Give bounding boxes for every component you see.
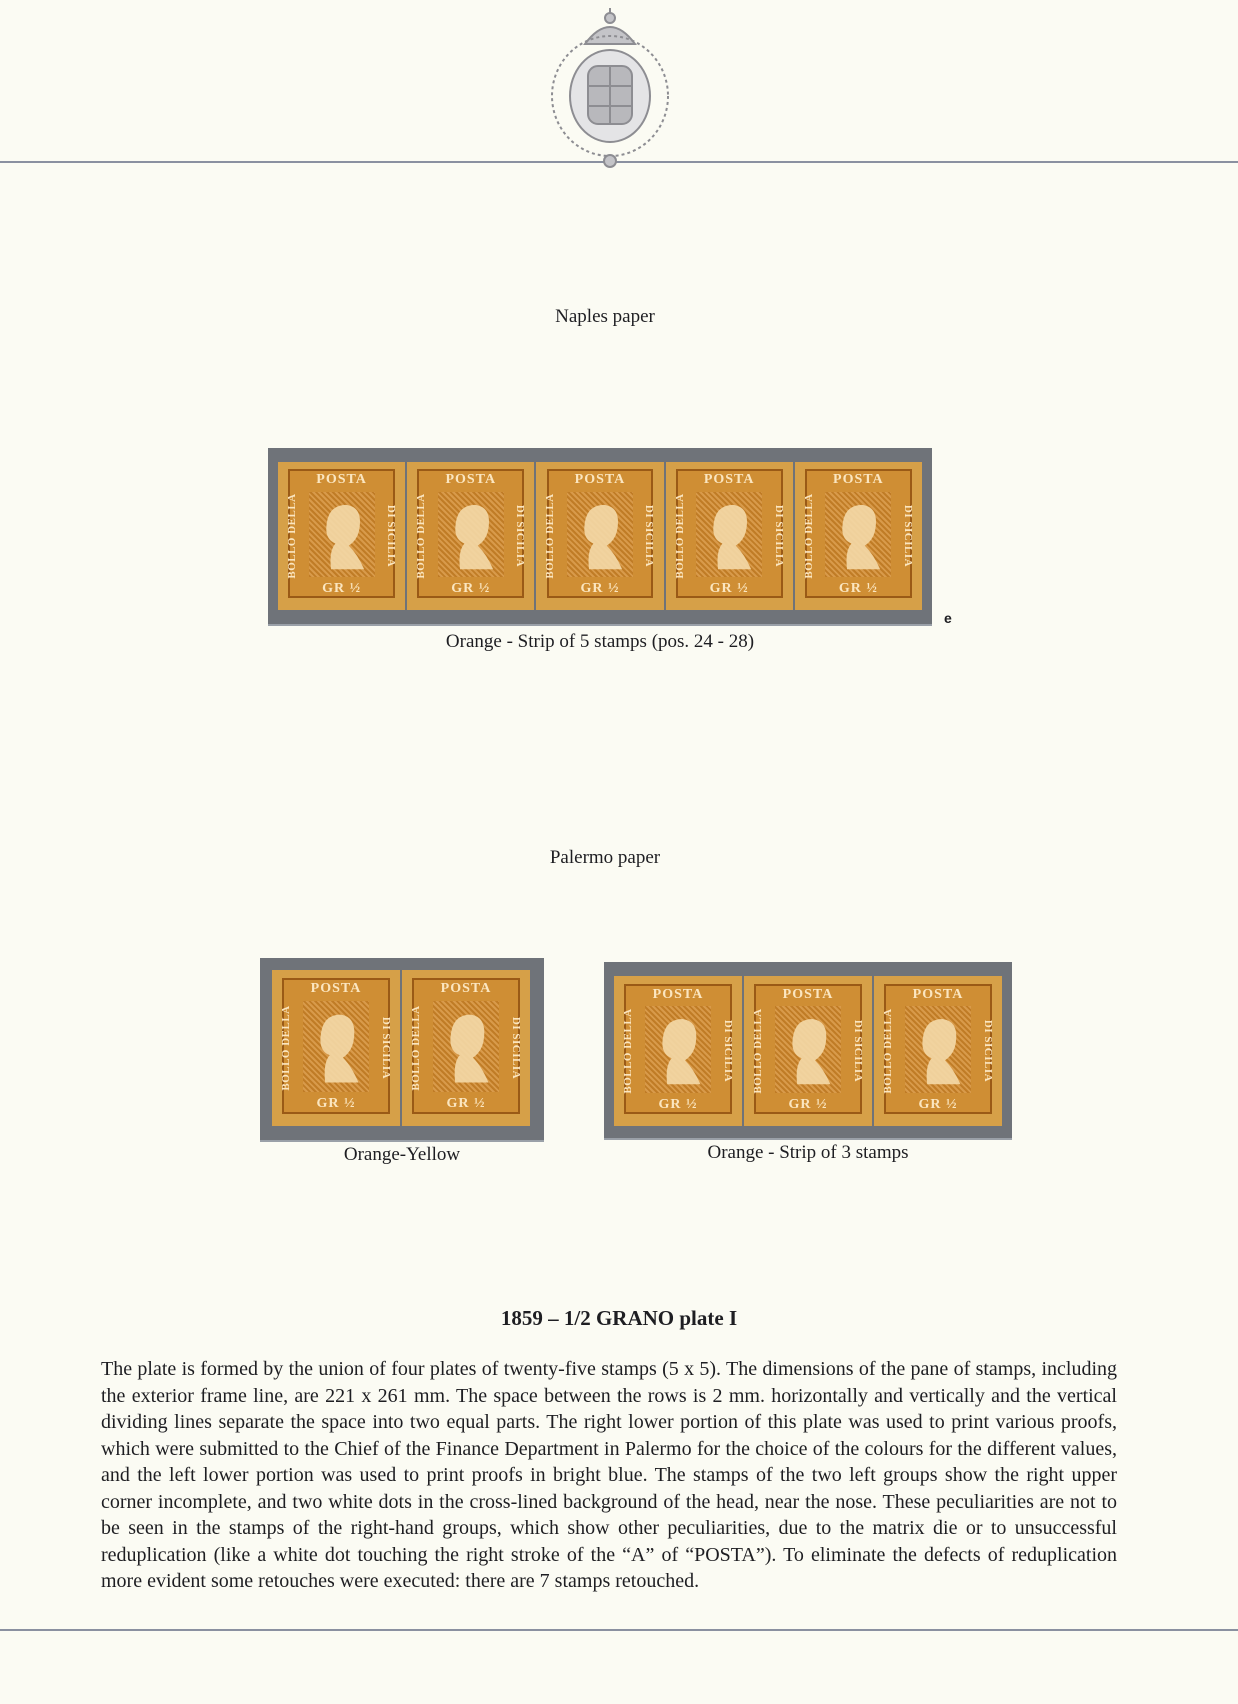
mount-orange-yellow-pair: [260, 958, 544, 1140]
stamp: [874, 976, 1002, 1126]
stamp-top-text: POSTA: [703, 472, 755, 488]
stamp-right-text: DI SICILIA: [981, 1019, 994, 1083]
stamp-strip-2: [272, 970, 530, 1126]
king-portrait-icon: [433, 1001, 500, 1092]
stamp-value-text: GR ½: [918, 1096, 958, 1112]
stamp-value-text: GR ½: [451, 580, 491, 596]
stamp-top-text: POSTA: [574, 472, 626, 488]
caption-orange-yellow: Orange-Yellow: [343, 1144, 461, 1165]
stamp-right-text: DI SICILIA: [385, 504, 398, 568]
stamp-left-text: BOLLO DELLA: [415, 493, 428, 579]
stamp-value-text: GR ½: [838, 580, 878, 596]
stamp-top-text: POSTA: [310, 980, 362, 996]
king-portrait-icon: [825, 492, 891, 578]
stamp-left-text: BOLLO DELLA: [544, 493, 557, 579]
mount-orange-strip-3: [604, 962, 1012, 1138]
stamp-left-text: BOLLO DELLA: [410, 1005, 423, 1091]
king-portrait-icon: [645, 1006, 712, 1093]
stamp: [744, 976, 872, 1126]
stamp-right-text: DI SICILIA: [851, 1019, 864, 1083]
stamp-value-text: GR ½: [788, 1096, 828, 1112]
king-portrait-icon: [303, 1001, 370, 1092]
stamp-left-text: BOLLO DELLA: [673, 493, 686, 579]
stamp-top-text: POSTA: [912, 986, 964, 1002]
king-portrait-icon: [438, 492, 504, 578]
page-title: 1859 – 1/2 GRANO plate I: [500, 1306, 738, 1330]
king-portrait-icon: [775, 1006, 842, 1093]
stamp-right-text: DI SICILIA: [643, 504, 656, 568]
stamp: [666, 462, 793, 610]
stamp-top-text: POSTA: [316, 472, 367, 488]
stamp: [536, 462, 663, 610]
stamp: [272, 970, 400, 1126]
stamp-top-text: POSTA: [833, 472, 884, 488]
mount-naples-strip: [268, 448, 932, 624]
stamp-top-text: POSTA: [652, 986, 704, 1002]
stamp: [278, 462, 405, 610]
stamp-right-text: DI SICILIA: [901, 504, 914, 568]
section-label-palermo: Palermo paper: [549, 847, 661, 868]
stamp-value-text: GR ½: [580, 580, 620, 596]
king-portrait-icon: [309, 492, 375, 578]
stamp-left-text: BOLLO DELLA: [882, 1008, 895, 1094]
stamp-value-text: GR ½: [709, 580, 749, 596]
stamp-value-text: GR ½: [322, 580, 362, 596]
stamp-right-text: DI SICILIA: [379, 1016, 392, 1080]
description-paragraph: The plate is formed by the union of four plates of twenty-five stamps (5 x 5). The dimensions of the pane of stamps, including the exterior frame line, are 221 x 261 mm. The space between the rows is 2 mm. horizontally and vertically and the vertical dividing lines separate the space into two equal parts. The right lower portion of this plate was used to print various proofs, which were submitted to the Chief of the Finance Department in Palermo for the choice of the colours for the different values, and the left lower portion was used to print proofs in bright blue. The stamps of the two left groups show the right upper corner incomplete, and two white dots in the cross-lined background of the head, near the nose. These peculiarities are not to be seen in the stamps of the right-hand groups, which show other peculiarities, due to the matrix die or to unsuccessful reduplication (like a white dot touching the right stroke of the “A” of “POSTA”). To eliminate the defects of reduplication more evident some retouches were executed: there are 7 stamps retouched.: [101, 1358, 1117, 1592]
stamp-value-text: GR ½: [658, 1096, 698, 1112]
caption-orange-strip-3: Orange - Strip of 3 stamps: [707, 1142, 909, 1163]
expertise-mark: e: [944, 610, 952, 626]
stamp-right-text: DI SICILIA: [772, 504, 785, 568]
stamp-left-text: BOLLO DELLA: [802, 493, 815, 579]
stamp-right-text: DI SICILIA: [509, 1016, 522, 1080]
stamp-left-text: BOLLO DELLA: [285, 493, 298, 579]
section-label-naples: Naples paper: [555, 306, 655, 327]
stamp-top-text: POSTA: [782, 986, 834, 1002]
stamp-right-text: DI SICILIA: [514, 504, 527, 568]
bottom-rule: [0, 1629, 1238, 1631]
stamp-top-text: POSTA: [445, 472, 497, 488]
stamp-value-text: GR ½: [446, 1095, 486, 1111]
stamp-left-text: BOLLO DELLA: [280, 1005, 293, 1091]
stamp-left-text: BOLLO DELLA: [752, 1008, 765, 1094]
king-portrait-icon: [567, 492, 633, 578]
stamp-value-text: GR ½: [316, 1095, 356, 1111]
stamp-right-text: DI SICILIA: [721, 1019, 734, 1083]
royal-coat-of-arms-icon: [540, 6, 680, 174]
stamp: [407, 462, 534, 610]
king-portrait-icon: [905, 1006, 972, 1093]
caption-naples-strip: Orange - Strip of 5 stamps (pos. 24 - 28): [445, 631, 755, 652]
stamp: [402, 970, 530, 1126]
stamp-left-text: BOLLO DELLA: [622, 1008, 635, 1094]
king-portrait-icon: [696, 492, 762, 578]
stamp: [614, 976, 742, 1126]
stamp: [795, 462, 922, 610]
stamp-strip-5: [278, 462, 922, 610]
stamp-strip-3: [614, 976, 1002, 1126]
stamp-top-text: POSTA: [440, 980, 492, 996]
